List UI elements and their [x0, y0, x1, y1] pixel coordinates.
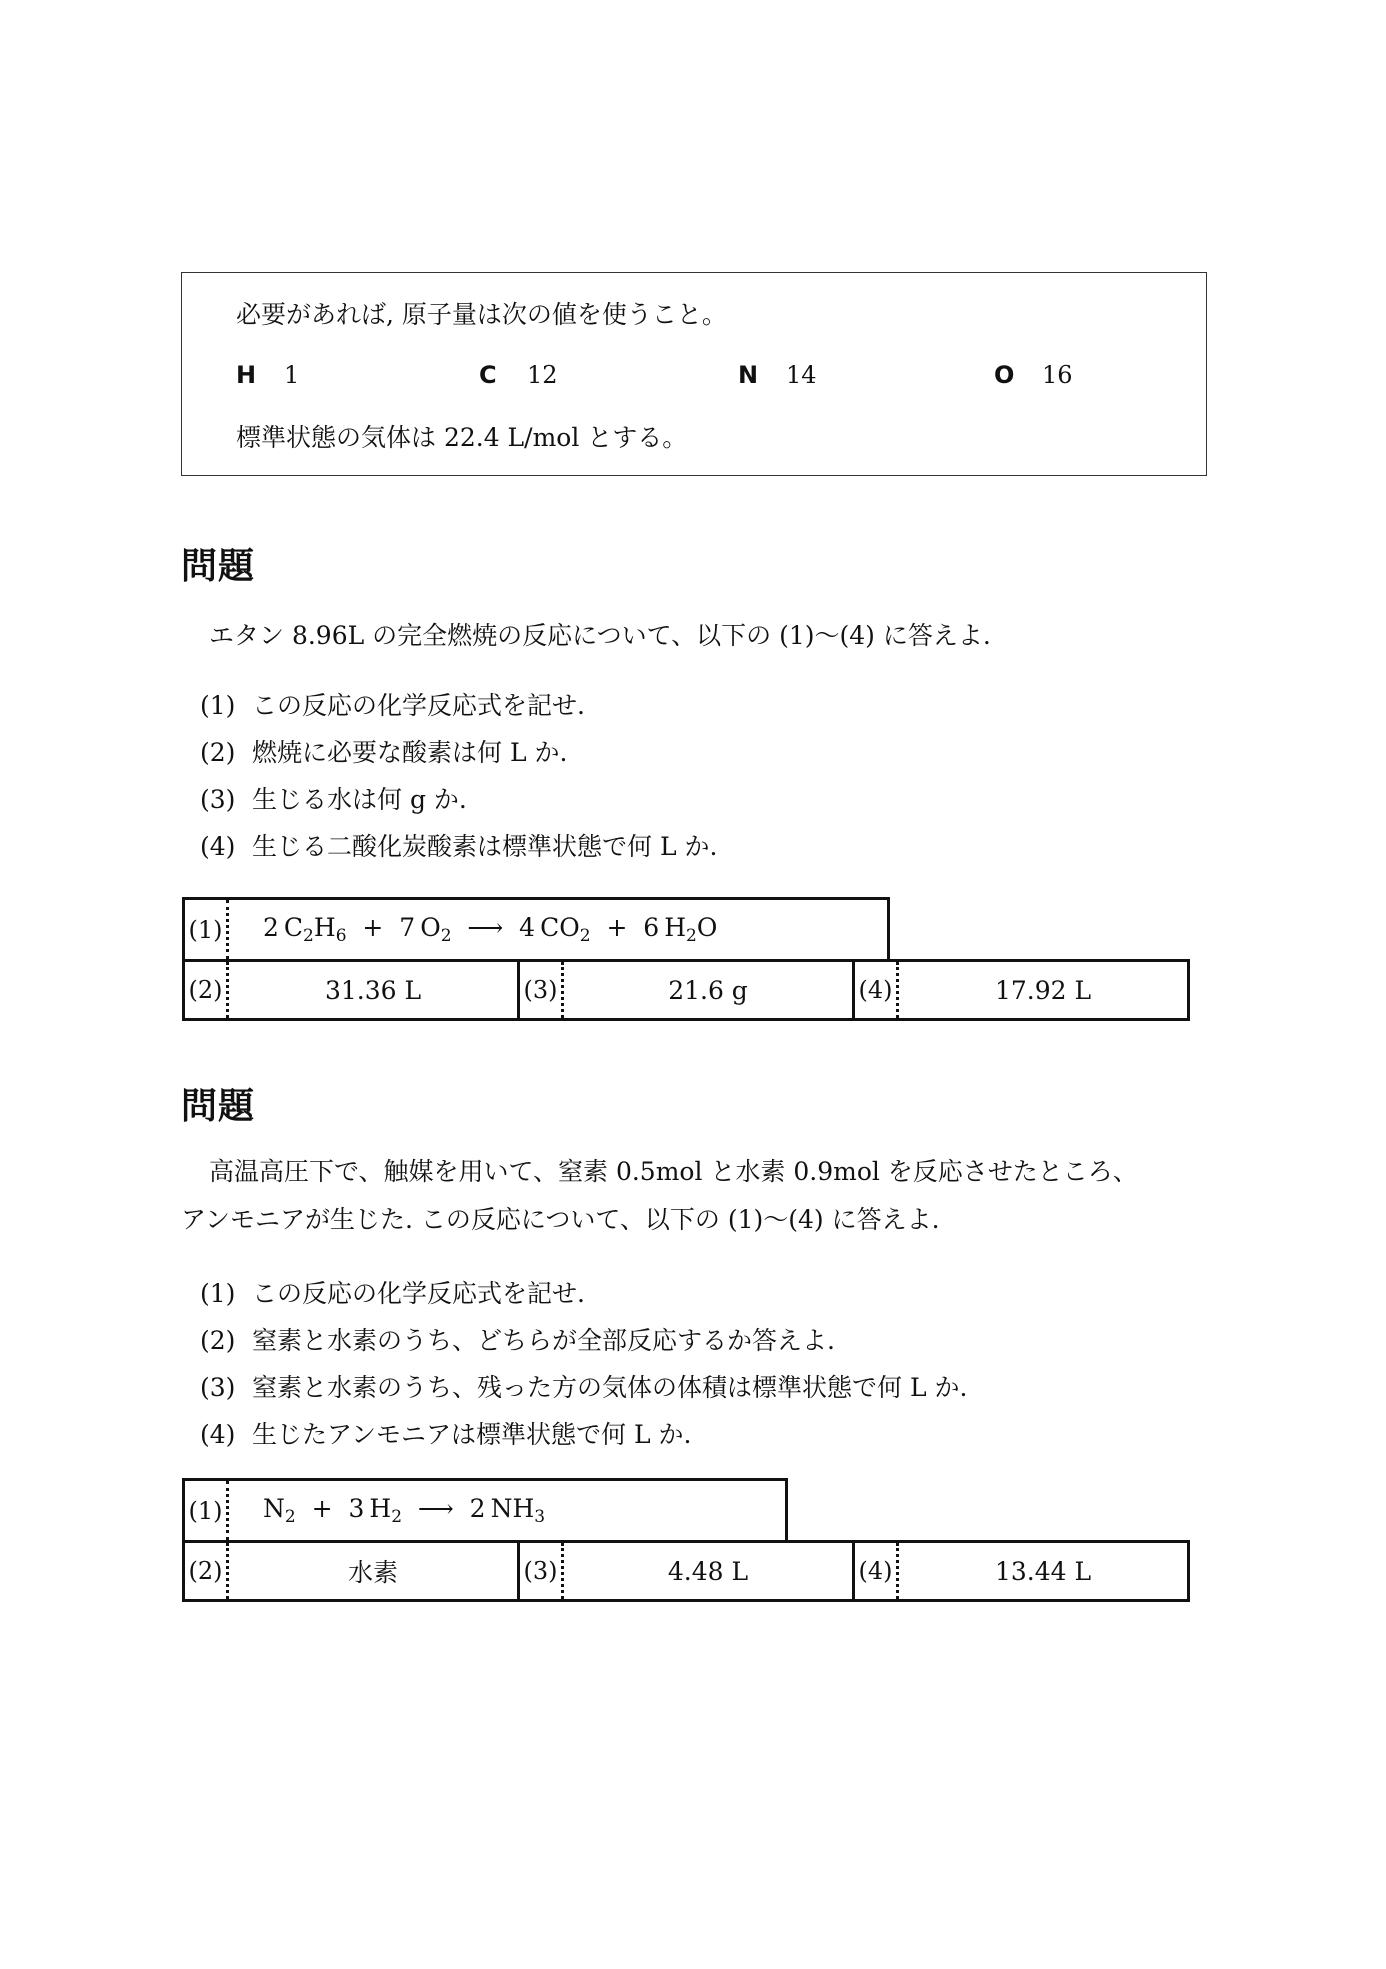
problem-statement	[181, 612, 1211, 660]
atom-mass: 14	[786, 361, 817, 389]
answer-value: 水素	[347, 1558, 398, 1587]
atom-mass: 16	[1042, 361, 1073, 389]
problem-statement	[181, 1148, 1211, 1244]
answer-cell-1	[182, 897, 890, 959]
answer-cell-3	[520, 959, 855, 1021]
answer-table-row	[182, 959, 1190, 1021]
answer-cell-1	[182, 1478, 788, 1540]
question-number: (4)	[200, 832, 236, 861]
answer-label: (2)	[185, 1543, 229, 1599]
problem-heading: 問題	[181, 1086, 256, 1127]
atom-mass: 12	[527, 361, 558, 389]
notice-instruction: 必要があれば, 原子量は次の値を使うこと。	[236, 300, 727, 329]
question-list	[200, 1270, 967, 1458]
atom-symbol: N	[738, 361, 759, 389]
question-text: 生じる二酸化炭酸素は標準状態で何 L か.	[252, 832, 718, 861]
answer-value: 21.6 g	[668, 975, 748, 1005]
atom-oxygen	[994, 361, 1073, 389]
question-number: (3)	[200, 1373, 236, 1402]
question-text: 燃焼に必要な酸素は何 L か.	[252, 738, 568, 767]
answer-label: (4)	[855, 962, 899, 1018]
question-item	[200, 1317, 967, 1364]
question-item	[200, 1270, 967, 1317]
answer-cell-2	[182, 959, 520, 1021]
question-item	[200, 682, 717, 729]
atom-nitrogen	[738, 361, 817, 389]
answer-value: 13.44 L	[994, 1556, 1092, 1586]
question-text: 生じたアンモニアは標準状態で何 L か.	[252, 1420, 692, 1449]
answer-table-row	[182, 1478, 788, 1540]
answer-label: (3)	[520, 962, 564, 1018]
answer-table-row	[182, 897, 890, 959]
question-item	[200, 1364, 967, 1411]
notice-molar-volume: 標準状態の気体は 22.4 L/mol とする。	[236, 423, 688, 452]
problem-heading: 問題	[181, 546, 256, 587]
question-number: (4)	[200, 1420, 236, 1449]
answer-cell-3	[520, 1540, 855, 1602]
atom-carbon	[479, 361, 558, 389]
question-text: この反応の化学反応式を記せ.	[252, 691, 585, 720]
answer-cell-2	[182, 1540, 520, 1602]
chemical-equation: $N_2 + 3$ $H_2$ ⟶ 2 $NH_3$	[263, 1494, 546, 1527]
question-item	[200, 776, 717, 823]
answer-value: 31.36 L	[324, 975, 422, 1005]
atom-mass: 1	[284, 361, 300, 389]
atom-symbol: O	[994, 361, 1015, 389]
atom-symbol: C	[479, 361, 497, 389]
question-number: (3)	[200, 785, 236, 814]
question-number: (1)	[200, 1279, 236, 1308]
chemical-equation: 2 $C_2H_6 + 7$ $O_2$ ⟶ 4 $CO_2 + 6$ $H_2O$	[263, 913, 718, 946]
question-text: 生じる水は何 g か.	[252, 785, 467, 814]
atomic-mass-notice	[181, 272, 1207, 476]
question-text: 窒素と水素のうち、どちらが全部反応するか答えよ.	[252, 1326, 835, 1355]
problem-text: エタン 8.96L の完全燃焼の反応について、以下の (1)〜(4) に答えよ.	[209, 621, 991, 650]
question-list	[200, 682, 717, 870]
question-item	[200, 823, 717, 870]
question-number: (2)	[200, 1326, 236, 1355]
answer-label: (2)	[185, 962, 229, 1018]
atom-hydrogen	[236, 361, 299, 389]
answer-label: (1)	[185, 900, 229, 959]
answer-value: 4.48 L	[667, 1556, 749, 1586]
answer-value: 17.92 L	[994, 975, 1092, 1005]
question-number: (2)	[200, 738, 236, 767]
question-text: この反応の化学反応式を記せ.	[252, 1279, 585, 1308]
answer-cell-4	[855, 1540, 1190, 1602]
atomic-mass-list	[182, 361, 1206, 391]
answer-label: (4)	[855, 1543, 899, 1599]
answer-table-row	[182, 1540, 1190, 1602]
answer-label: (3)	[520, 1543, 564, 1599]
atom-symbol: H	[236, 361, 257, 389]
question-item	[200, 1411, 967, 1458]
answer-cell-4	[855, 959, 1190, 1021]
question-text: 窒素と水素のうち、残った方の気体の体積は標準状態で何 L か.	[252, 1373, 968, 1402]
problem-text-line: 高温高圧下で、触媒を用いて、窒素 0.5mol と水素 0.9mol を反応させたところ、	[209, 1157, 1138, 1186]
question-number: (1)	[200, 691, 236, 720]
answer-label: (1)	[185, 1481, 229, 1540]
question-item	[200, 729, 717, 776]
problem-text-line: アンモニアが生じた. この反応について、以下の (1)〜(4) に答えよ.	[181, 1205, 940, 1234]
